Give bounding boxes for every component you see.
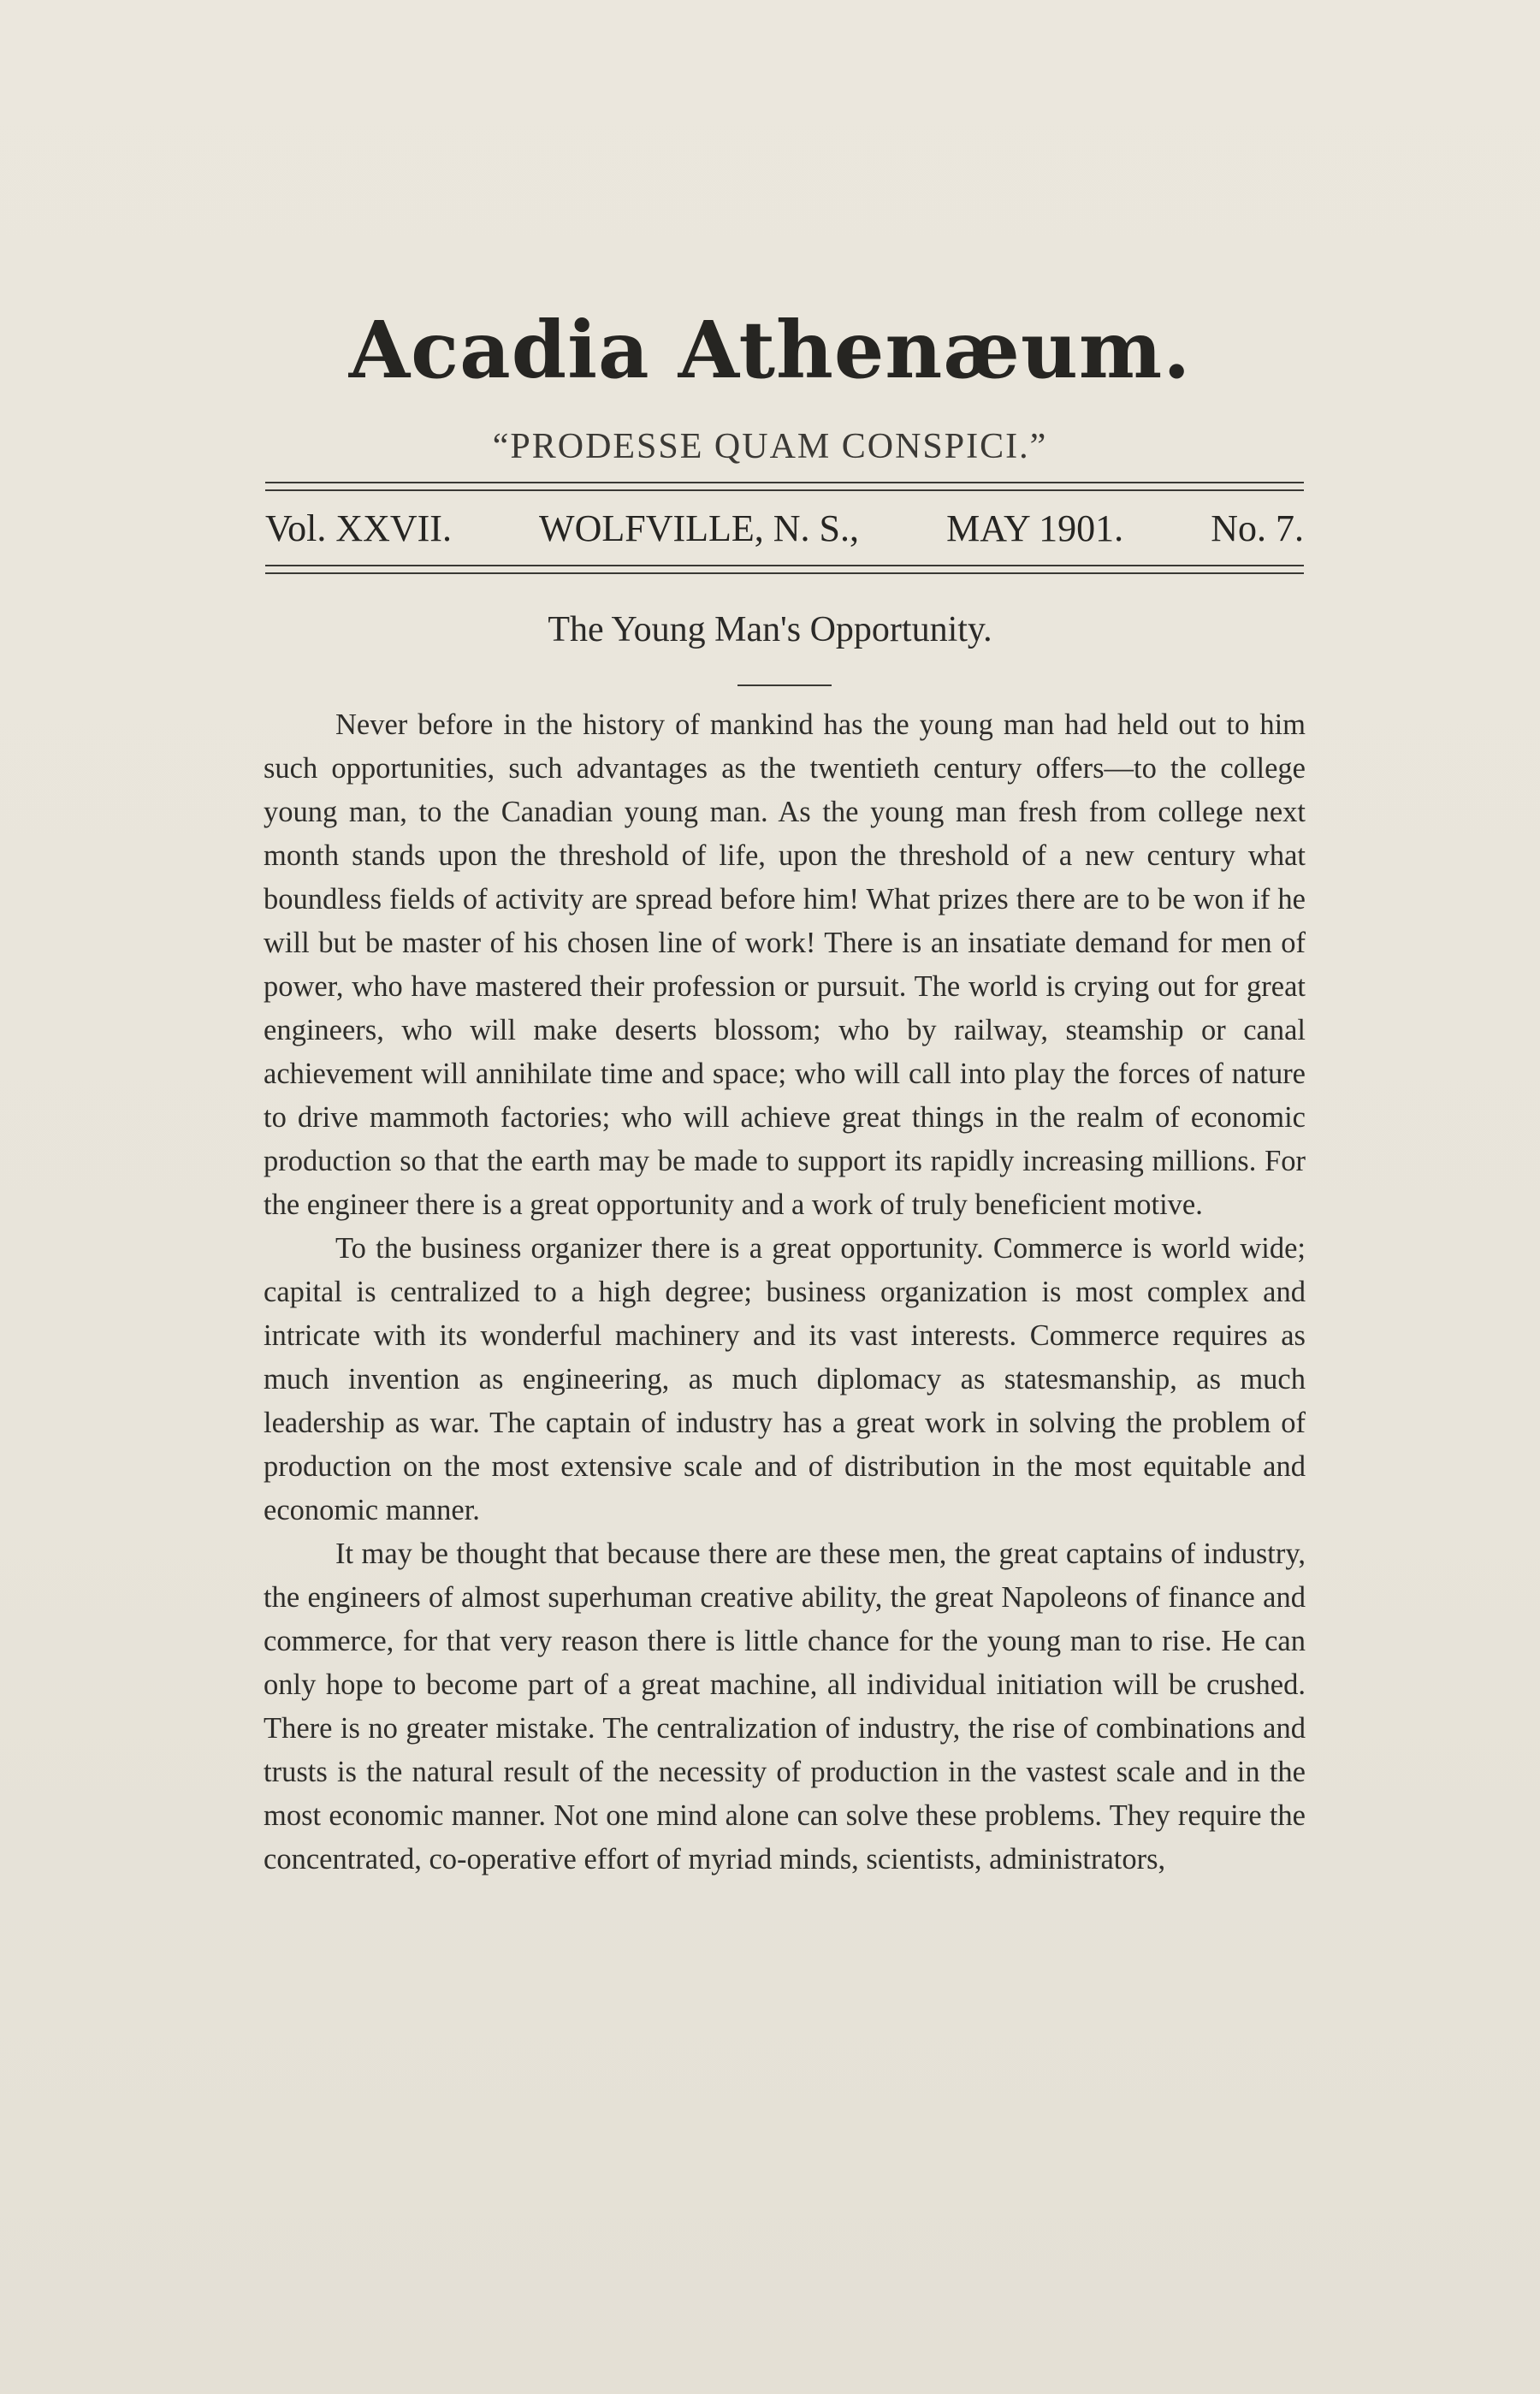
- issue-line: [265, 498, 1304, 558]
- header-rule-top-2: [265, 489, 1304, 491]
- title-divider: [737, 684, 832, 686]
- issue-place: WOLFVILLE, N. S.,: [539, 507, 860, 549]
- paragraph-3: It may be thought that because there are these men, the great captains of industry, the engineers of almost superhuman creative ability, the great Napoleons of finance and commerce, for that very reason there is little chance for the young man to rise. He can only hope to become part of a great machine, all individual initiation will be crushed. There is no greater mistake. The centralization of industry, the rise of combinations and trusts is the natural result of the necessity of production in the vastest scale and in the most economic manner. Not one mind alone can solve these problems. They require the concentrated, co-operative effort of myriad minds, scientists, administrators,: [264, 1538, 1306, 1875]
- issue-volume: Vol. XXVII.: [265, 507, 452, 549]
- issue-number: No. 7.: [1211, 507, 1304, 549]
- masthead-motto: “PRODESSE QUAM CONSPICI.”: [492, 427, 1048, 466]
- paragraph-2: To the business organizer there is a great opportunity. Commerce is world wide; capital is centralized to a high degree; business organization is most complex and intricate with its wonderful machinery and its vast interests. Commerce requires as much invention as engineering, as much diplomacy as statesmanship, as much leadership as war. The captain of industry has a great work in solving the problem of production on the most extensive scale and of distribution in the most equitable and economic manner.: [264, 1232, 1306, 1526]
- masthead-title: Acadia Athenæum.: [348, 304, 1192, 396]
- issue-date: MAY 1901.: [946, 507, 1124, 549]
- header-rule-bottom-2: [265, 572, 1304, 574]
- header-rule-top-1: [265, 482, 1304, 483]
- article-title: The Young Man's Opportunity.: [548, 610, 992, 649]
- header-rule-bottom-1: [265, 565, 1304, 566]
- paragraph-1: Never before in the history of mankind has the young man had held out to him such opportunities, such advantages as the twentieth century offers—to the college young man, to the Canadian young man. As the young man fresh from college next month stands upon the threshold of life, upon the threshold of a new century what boundless fields of activity are spread before him! What prizes there are to be won if he will but be master of his chosen line of work! There is an insatiate demand for men of power, who have mastered their profession or pursuit. The world is crying out for great engineers, who will make deserts blossom; who by railway, steamship or canal achievement will annihilate time and space; who will call into play the forces of nature to drive mammoth factories; who will achieve great things in the realm of economic production so that the earth may be made to support its rapidly increasing millions. For the engineer there is a great opportunity and a work of truly beneficient motive.: [264, 708, 1306, 1221]
- article-body: [264, 703, 1306, 1881]
